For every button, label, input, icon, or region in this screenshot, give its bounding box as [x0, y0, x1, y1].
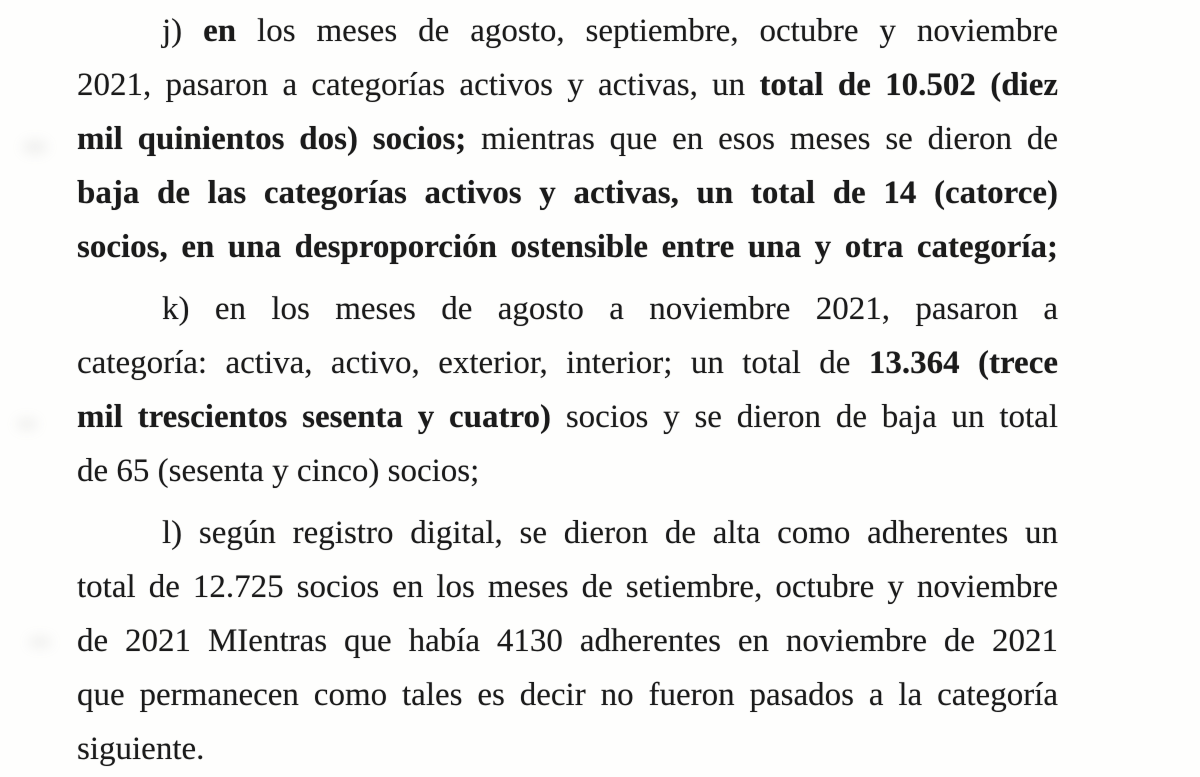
text-segment: j) — [162, 13, 204, 49]
text-line-j-1 — [77, 4, 1058, 58]
scan-artifact — [22, 140, 48, 154]
text-line-k-4 — [77, 444, 1058, 498]
text-segment: socios y se dieron de baja un total — [551, 399, 1058, 435]
text-segment: k) en los meses de agosto a noviembre 2021, pasaron a — [162, 291, 1058, 327]
text-line-l-3 — [77, 614, 1058, 668]
paragraph-l — [77, 506, 1058, 776]
bold-text-segment: baja de las categorías activos y activas, un total de 14 (catorce) — [77, 175, 1058, 211]
bold-text-segment: socios, en una desproporción ostensible entre una y otra categoría; — [77, 229, 1058, 265]
text-segment: que permanecen como tales es decir no fueron pasados a la categoría — [77, 677, 1058, 713]
paragraph-j — [77, 4, 1058, 274]
text-segment: total de 12.725 socios en los meses de setiembre, octubre y noviembre — [77, 569, 1058, 605]
bold-text-segment: 13.364 (trece — [868, 345, 1058, 381]
bold-text-segment: mil trescientos sesenta y cuatro) — [77, 399, 552, 435]
scan-artifact — [16, 418, 38, 430]
text-segment: categoría: activa, activo, exterior, interior; un total de — [77, 345, 869, 381]
text-segment: 2021, pasaron a categorías activos y activas, un — [77, 67, 760, 103]
text-segment: los meses de agosto, septiembre, octubre y noviembre — [236, 13, 1058, 49]
document-text — [77, 4, 1058, 776]
bold-text-segment: mil quinientos dos) socios; — [77, 121, 467, 157]
bold-text-segment: en — [203, 13, 237, 49]
text-segment: mientras que en esos meses se dieron de — [466, 121, 1058, 157]
text-segment: de 2021 MIentras que había 4130 adherentes en noviembre de 2021 — [77, 623, 1058, 659]
bold-text-segment: total de 10.502 (diez — [759, 67, 1059, 103]
scan-artifact — [28, 636, 52, 648]
paragraph-k — [77, 282, 1058, 498]
text-segment: de 65 (sesenta y cinco) socios; — [77, 453, 480, 489]
text-segment: siguiente. — [77, 731, 205, 767]
text-segment: l) según registro digital, se dieron de alta como adherentes un — [162, 515, 1058, 551]
text-line-l-1 — [77, 506, 1058, 560]
text-line-k-1 — [77, 282, 1058, 336]
text-line-l-5 — [77, 722, 1058, 776]
text-line-l-2 — [77, 560, 1058, 614]
text-line-j-5 — [77, 220, 1058, 274]
text-line-j-2 — [77, 58, 1058, 112]
text-line-j-4 — [77, 166, 1058, 220]
text-line-j-3 — [77, 112, 1058, 166]
text-line-k-3 — [77, 390, 1058, 444]
text-line-k-2 — [77, 336, 1058, 390]
text-line-l-4 — [77, 668, 1058, 722]
